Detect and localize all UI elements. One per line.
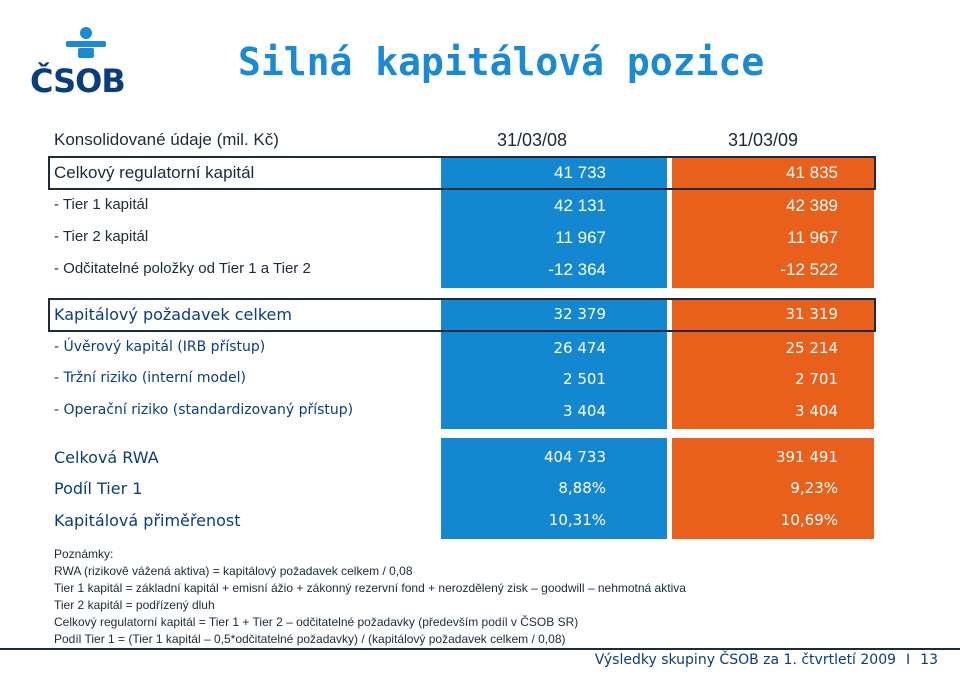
value-2009: 3 404	[795, 402, 838, 420]
table-row-deductions	[54, 260, 876, 290]
value-2009: 31 319	[785, 305, 838, 323]
note-line: RWA (rizikově vážená aktiva) = kapitálový požadavek celkem / 0,08	[54, 564, 413, 578]
value-2008: 404 733	[543, 448, 606, 466]
column-header-2009: 31/03/09	[728, 130, 799, 150]
value-2009: 11 967	[787, 228, 838, 247]
notes	[54, 546, 686, 648]
column-header-2008: 31/03/08	[497, 130, 568, 150]
value-2008: 41 733	[554, 163, 606, 182]
row-label: Podíl Tier 1	[54, 479, 143, 498]
value-2009: 9,23%	[790, 479, 838, 497]
row-label: - Tržní riziko (interní model)	[54, 370, 246, 386]
notes-heading: Poznámky:	[54, 547, 114, 561]
table-row-capital-adequacy	[54, 511, 876, 541]
row-label: Celková RWA	[54, 448, 159, 467]
value-2008: 11 967	[555, 228, 606, 247]
note-line: Tier 2 kapitál = podřízený dluh	[54, 598, 215, 612]
header-label: Konsolidované údaje (mil. Kč)	[54, 130, 279, 149]
value-2008: -12 364	[548, 260, 606, 279]
table-row-requirement-total	[54, 305, 876, 335]
page-number: 13	[920, 652, 938, 668]
csob-logo-symbol-icon	[62, 26, 110, 60]
table-row-rwa	[54, 448, 876, 478]
note-line: Podíl Tier 1 = (Tier 1 kapitál – 0,5*odčitatelné požadavky) / (kapitálový požadavek celkem / 0,08)	[54, 632, 566, 646]
value-2008: 26 474	[553, 339, 606, 357]
row-label: - Tier 2 kapitál	[54, 228, 149, 245]
table-row-tier1	[54, 196, 876, 226]
footer	[595, 652, 938, 668]
value-2009: 391 491	[775, 448, 838, 466]
value-2008: 42 131	[554, 196, 606, 215]
row-label: Kapitálový požadavek celkem	[54, 305, 292, 324]
row-label: Kapitálová přiměřenost	[54, 511, 241, 530]
row-label: Celkový regulatorní kapitál	[54, 163, 255, 182]
value-2009: 25 214	[785, 339, 838, 357]
footer-separator: I	[906, 652, 911, 668]
table-row-market-risk	[54, 370, 876, 400]
row-label: - Odčitatelné položky od Tier 1 a Tier 2	[54, 260, 311, 277]
value-2008: 8,88%	[558, 479, 606, 497]
page-title: Silná kapitálová pozice	[238, 40, 765, 84]
table-row-credit-risk	[54, 339, 876, 369]
table-row-tier1-ratio	[54, 479, 876, 509]
csob-logo	[20, 22, 140, 102]
footer-text: Výsledky skupiny ČSOB za 1. čtvrtletí 2009	[594, 652, 897, 668]
value-2008: 32 379	[553, 305, 606, 323]
table-row-tier2	[54, 228, 876, 258]
value-2008: 2 501	[563, 370, 606, 388]
row-label: - Tier 1 kapitál	[54, 196, 149, 213]
value-2009: 42 389	[786, 196, 838, 215]
value-2009: 41 835	[786, 163, 838, 182]
value-2009: 2 701	[795, 370, 838, 388]
csob-logo-text: ČSOB	[30, 62, 125, 100]
row-label: - Operační riziko (standardizovaný přístup)	[54, 402, 354, 418]
table-row-operational-risk	[54, 402, 876, 432]
value-2009: 10,69%	[780, 511, 838, 529]
footer-divider	[0, 648, 960, 650]
note-line: Celkový regulatorní kapitál = Tier 1 + Tier 2 – odčitatelné požadavky (především podíl v ČSOB SR)	[54, 615, 579, 629]
note-line: Tier 1 kapitál = základní kapitál + emisní ážio + zákonný rezervní fond + nerozdělený zisk – goodwill – nehmotná aktiva	[54, 581, 686, 595]
row-label: - Úvěrový kapitál (IRB přístup)	[54, 339, 266, 355]
table-row-capital-total	[54, 163, 876, 193]
value-2008: 10,31%	[548, 511, 606, 529]
value-2008: 3 404	[563, 402, 606, 420]
value-2009: -12 522	[780, 260, 838, 279]
